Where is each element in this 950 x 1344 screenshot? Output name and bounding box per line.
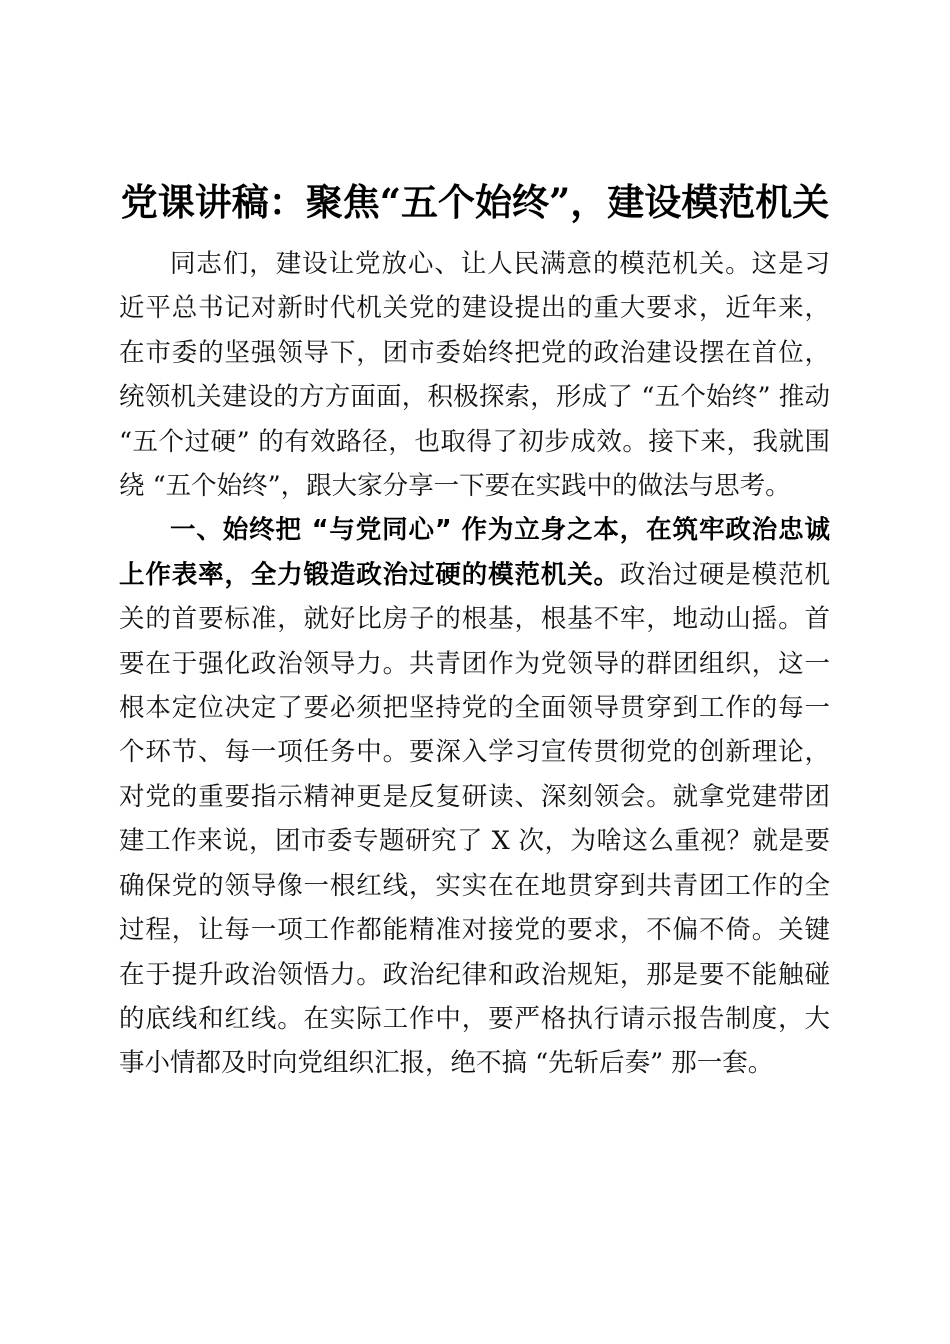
section-one-text: 政治过硬是模范机关的首要标准，就好比房子的根基，根基不牢，地动山摇。首要在于强化政治领导力。共青团作为党领导的群团组织，这一根本定位决定了要必须把坚持党的全面领导贯穿到工作的每一个环节、每一项任务中。要深入学习宣传贯彻党的创新理论，对党的重要指示精神更是反复研读、深刻领会。就拿党建带团建工作来说，团市委专题研究了 X 次，为啥这么重视？就是要确保党的领导像一根红线，实实在在地贯穿到共青团工作的全过程，让每一项工作都能精准对接党的要求，不偏不倚。关键在于提升政治领悟力。政治纪律和政治规矩，那是要不能触碰的底线和红线。在实际工作中，要严格执行请示报告制度，大事小情都及时向党组织汇报，绝不搞 “先斩后奏” 那一套。 bbox=[119, 559, 830, 1079]
paragraph-section-one bbox=[119, 508, 830, 1085]
document-title: 党课讲稿：聚焦“五个始终”，建设模范机关 bbox=[120, 180, 830, 224]
document-body bbox=[119, 242, 830, 1086]
paragraph-intro-text: 同志们，建设让党放心、让人民满意的模范机关。这是习近平总书记对新时代机关党的建设提出的重大要求，近年来，在市委的坚强领导下，团市委始终把党的政治建设摆在首位，统领机关建设的方方面面，积极探索，形成了 “五个始终” 推动 “五个过硬” 的有效路径，也取得了初步成效。接下来，我就围绕 “五个始终”，跟大家分享一下要在实践中的做法与思考。 bbox=[119, 249, 830, 502]
paragraph-intro bbox=[119, 242, 830, 508]
section-one-heading: 一、始终把 “与党同心” 作为立身之本，在筑牢政治忠诚上作表率，全力锻造政治过硬的模范机关。 bbox=[119, 515, 830, 590]
